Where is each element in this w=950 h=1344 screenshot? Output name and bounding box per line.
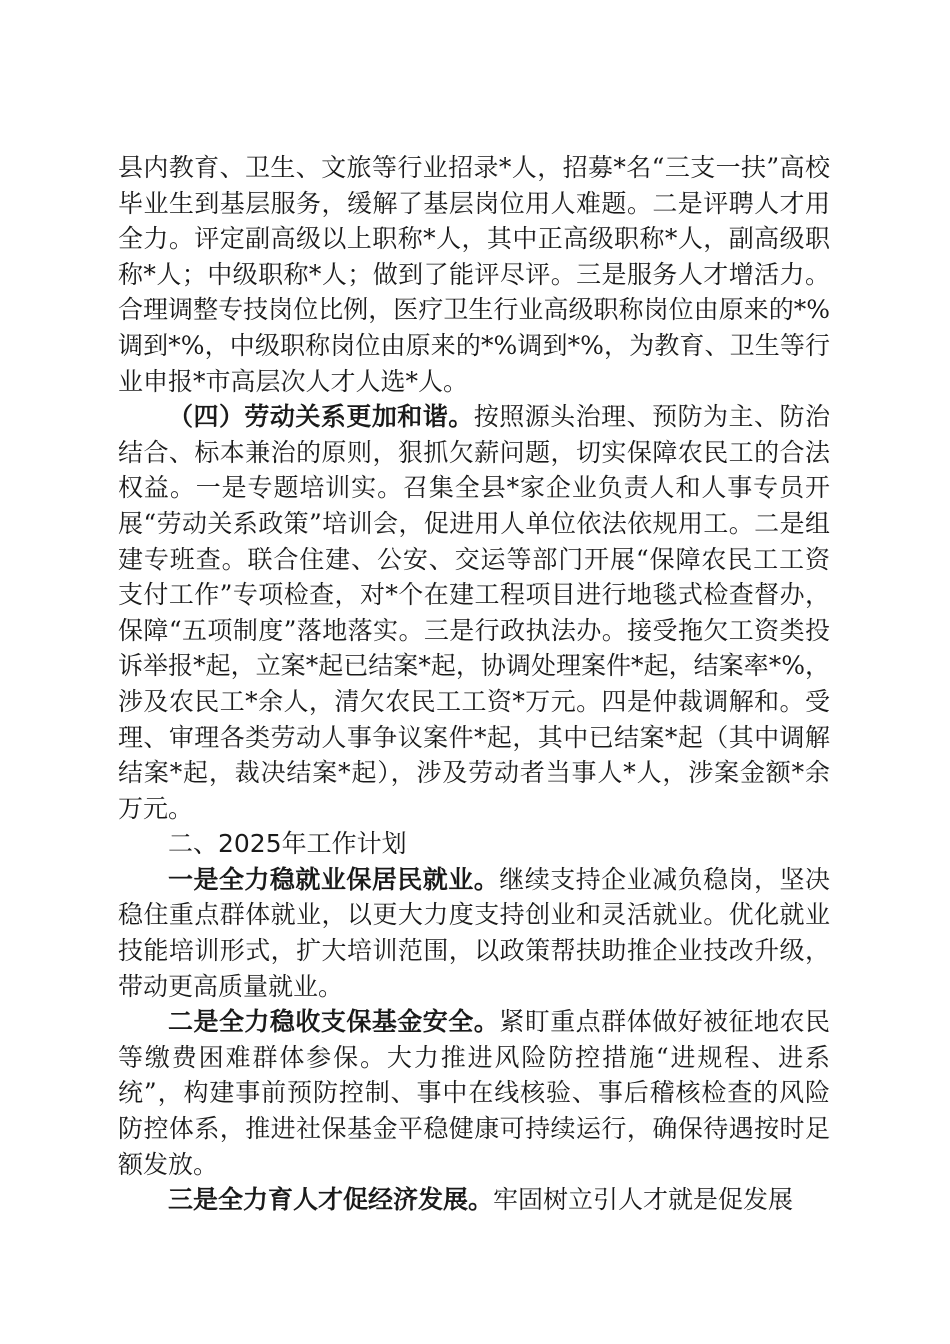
paragraph-body: 紧盯重点群体做好被征地农民等缴费困难群体参保。大力推进风险防控措施“进规程、进系统”，构建事前预防控制、事中在线核验、事后稽核检查的风险防控体系，推进社保基金平稳健康可持续运行，确保待遇按时足额发放。: [118, 1007, 830, 1179]
paragraph-lead: 三是全力育人才促经济发展。: [168, 1185, 494, 1215]
paragraph-talent-development: [118, 1182, 830, 1218]
paragraph-labor-relations: [118, 399, 830, 826]
paragraph-body: 牢固树立引人才就是促发展: [493, 1185, 794, 1215]
paragraph-fund-security: [118, 1004, 830, 1182]
paragraph-lead: 二是全力稳收支保基金安全。: [168, 1007, 500, 1037]
paragraph-employment: [118, 862, 830, 1004]
paragraph-body: 继续支持企业减负稳岗，坚决稳住重点群体就业，以更大力度支持创业和灵活就业。优化就业技能培训形式，扩大培训范围，以政策帮扶助推企业技改升级，带动更高质量就业。: [118, 864, 830, 1001]
paragraph-lead: 一是全力稳就业保居民就业。: [168, 864, 500, 894]
paragraph-lead: （四）劳动关系更加和谐。: [168, 402, 474, 432]
paragraph-talent-services: 县内教育、卫生、文旅等行业招录*人，招募*名“三支一扶”高校毕业生到基层服务，缓解了基层岗位用人难题。二是评聘人才用全力。评定副高级以上职称*人，其中正高级职称*人，副高级职称*人；中级职称*人；做到了能评尽评。三是服务人才增活力。合理调整专技岗位比例，医疗卫生行业高级职称岗位由原来的*%调到*%，中级职称岗位由原来的*%调到*%，为教育、卫生等行业申报*市高层次人才人选*人。: [118, 153, 830, 396]
paragraph-body: 按照源头治理、预防为主、防治结合、标本兼治的原则，狠抓欠薪问题，切实保障农民工的合法权益。一是专题培训实。召集全县*家企业负责人和人事专员开展“劳动关系政策”培训会，促进用人单位依法依规用工。二是组建专班查。联合住建、公安、交运等部门开展“保障农民工工资支付工作”专项检查，对*个在建工程项目进行地毯式检查督办，保障“五项制度”落地落实。三是行政执法办。接受拖欠工资类投诉举报*起，立案*起已结案*起，协调处理案件*起，结案率*%，涉及农民工*余人，清欠农民工工资*万元。四是仲裁调解和。受理、审理各类劳动人事争议案件*起，其中已结案*起（其中调解结案*起，裁决结案*起），涉及劳动者当事人*人，涉案金额*余万元。: [118, 402, 830, 823]
document-body: [118, 150, 830, 1218]
section-heading-2025-plan: 二、2025年工作计划: [168, 829, 407, 859]
